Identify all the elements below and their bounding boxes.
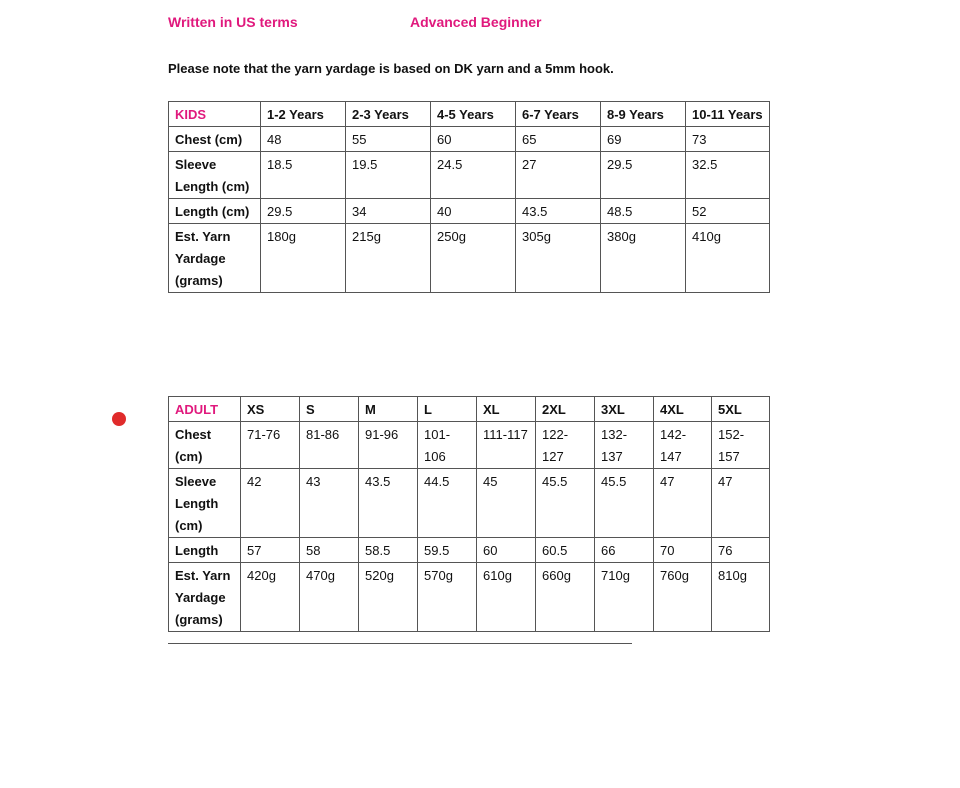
row-label: Chest (cm) — [169, 422, 241, 469]
table-cell: 410g — [686, 224, 770, 293]
table-cell: 52 — [686, 199, 770, 224]
adult-size-header: 2XL — [536, 397, 595, 422]
table-cell: 570g — [418, 563, 477, 632]
table-cell: 66 — [595, 538, 654, 563]
table-cell: 48.5 — [601, 199, 686, 224]
table-cell: 152-157 — [712, 422, 770, 469]
table-cell: 520g — [359, 563, 418, 632]
adult-size-header: 5XL — [712, 397, 770, 422]
table-cell: 18.5 — [261, 152, 346, 199]
table-cell: 45.5 — [536, 469, 595, 538]
table-cell: 180g — [261, 224, 346, 293]
table-cell: 76 — [712, 538, 770, 563]
table-cell: 70 — [654, 538, 712, 563]
kids-chest-row — [169, 127, 770, 152]
adult-size-header: XL — [477, 397, 536, 422]
row-label: Sleeve Length (cm) — [169, 152, 261, 199]
table-cell: 710g — [595, 563, 654, 632]
row-label: Est. Yarn Yardage (grams) — [169, 563, 241, 632]
adult-length-row — [169, 538, 770, 563]
table-cell: 55 — [346, 127, 431, 152]
table-cell: 91-96 — [359, 422, 418, 469]
table-cell: 101-106 — [418, 422, 477, 469]
table-cell: 43 — [300, 469, 359, 538]
adult-chest-row — [169, 422, 770, 469]
table-cell: 57 — [241, 538, 300, 563]
table-cell: 45 — [477, 469, 536, 538]
skill-level-label: Advanced Beginner — [410, 14, 542, 30]
adult-size-table — [168, 396, 770, 632]
kids-size-header: 6-7 Years — [516, 102, 601, 127]
table-cell: 215g — [346, 224, 431, 293]
table-cell: 81-86 — [300, 422, 359, 469]
table-cell: 122-127 — [536, 422, 595, 469]
kids-size-table — [168, 101, 770, 293]
row-label: Length — [169, 538, 241, 563]
table-cell: 47 — [712, 469, 770, 538]
table-cell: 69 — [601, 127, 686, 152]
adult-sleeve-row — [169, 469, 770, 538]
adult-size-header: 4XL — [654, 397, 712, 422]
kids-sleeve-row — [169, 152, 770, 199]
table-bottom-rule — [168, 643, 632, 644]
table-cell: 19.5 — [346, 152, 431, 199]
table-cell: 380g — [601, 224, 686, 293]
table-cell: 58 — [300, 538, 359, 563]
table-cell: 32.5 — [686, 152, 770, 199]
table-cell: 65 — [516, 127, 601, 152]
table-cell: 45.5 — [595, 469, 654, 538]
table-cell: 60.5 — [536, 538, 595, 563]
table-cell: 29.5 — [601, 152, 686, 199]
table-cell: 305g — [516, 224, 601, 293]
table-cell: 42 — [241, 469, 300, 538]
table-cell: 73 — [686, 127, 770, 152]
adult-title: ADULT — [169, 397, 241, 422]
table-cell: 760g — [654, 563, 712, 632]
row-label: Est. Yarn Yardage (grams) — [169, 224, 261, 293]
adult-header-row — [169, 397, 770, 422]
table-cell: 420g — [241, 563, 300, 632]
table-cell: 59.5 — [418, 538, 477, 563]
kids-size-header: 4-5 Years — [431, 102, 516, 127]
row-label: Length (cm) — [169, 199, 261, 224]
table-cell: 810g — [712, 563, 770, 632]
table-cell: 60 — [431, 127, 516, 152]
table-cell: 43.5 — [516, 199, 601, 224]
kids-size-header: 8-9 Years — [601, 102, 686, 127]
table-cell: 40 — [431, 199, 516, 224]
table-cell: 142-147 — [654, 422, 712, 469]
red-dot-marker — [112, 412, 126, 426]
table-cell: 34 — [346, 199, 431, 224]
table-cell: 27 — [516, 152, 601, 199]
kids-size-header: 2-3 Years — [346, 102, 431, 127]
yarn-note: Please note that the yarn yardage is based on DK yarn and a 5mm hook. — [168, 61, 614, 76]
row-label: Sleeve Length (cm) — [169, 469, 241, 538]
written-in-us-terms-label: Written in US terms — [168, 14, 298, 30]
kids-yarn-row — [169, 224, 770, 293]
kids-size-header: 10-11 Years — [686, 102, 770, 127]
table-cell: 43.5 — [359, 469, 418, 538]
table-cell: 132-137 — [595, 422, 654, 469]
table-cell: 610g — [477, 563, 536, 632]
table-cell: 58.5 — [359, 538, 418, 563]
adult-size-header: M — [359, 397, 418, 422]
table-cell: 60 — [477, 538, 536, 563]
table-cell: 24.5 — [431, 152, 516, 199]
table-cell: 71-76 — [241, 422, 300, 469]
adult-size-header: XS — [241, 397, 300, 422]
table-cell: 660g — [536, 563, 595, 632]
adult-size-header: 3XL — [595, 397, 654, 422]
table-cell: 48 — [261, 127, 346, 152]
table-cell: 44.5 — [418, 469, 477, 538]
kids-length-row — [169, 199, 770, 224]
table-cell: 111-117 — [477, 422, 536, 469]
table-cell: 470g — [300, 563, 359, 632]
table-cell: 250g — [431, 224, 516, 293]
kids-header-row — [169, 102, 770, 127]
adult-yarn-row — [169, 563, 770, 632]
adult-size-header: L — [418, 397, 477, 422]
kids-size-header: 1-2 Years — [261, 102, 346, 127]
table-cell: 47 — [654, 469, 712, 538]
kids-title: KIDS — [169, 102, 261, 127]
table-cell: 29.5 — [261, 199, 346, 224]
row-label: Chest (cm) — [169, 127, 261, 152]
adult-size-header: S — [300, 397, 359, 422]
